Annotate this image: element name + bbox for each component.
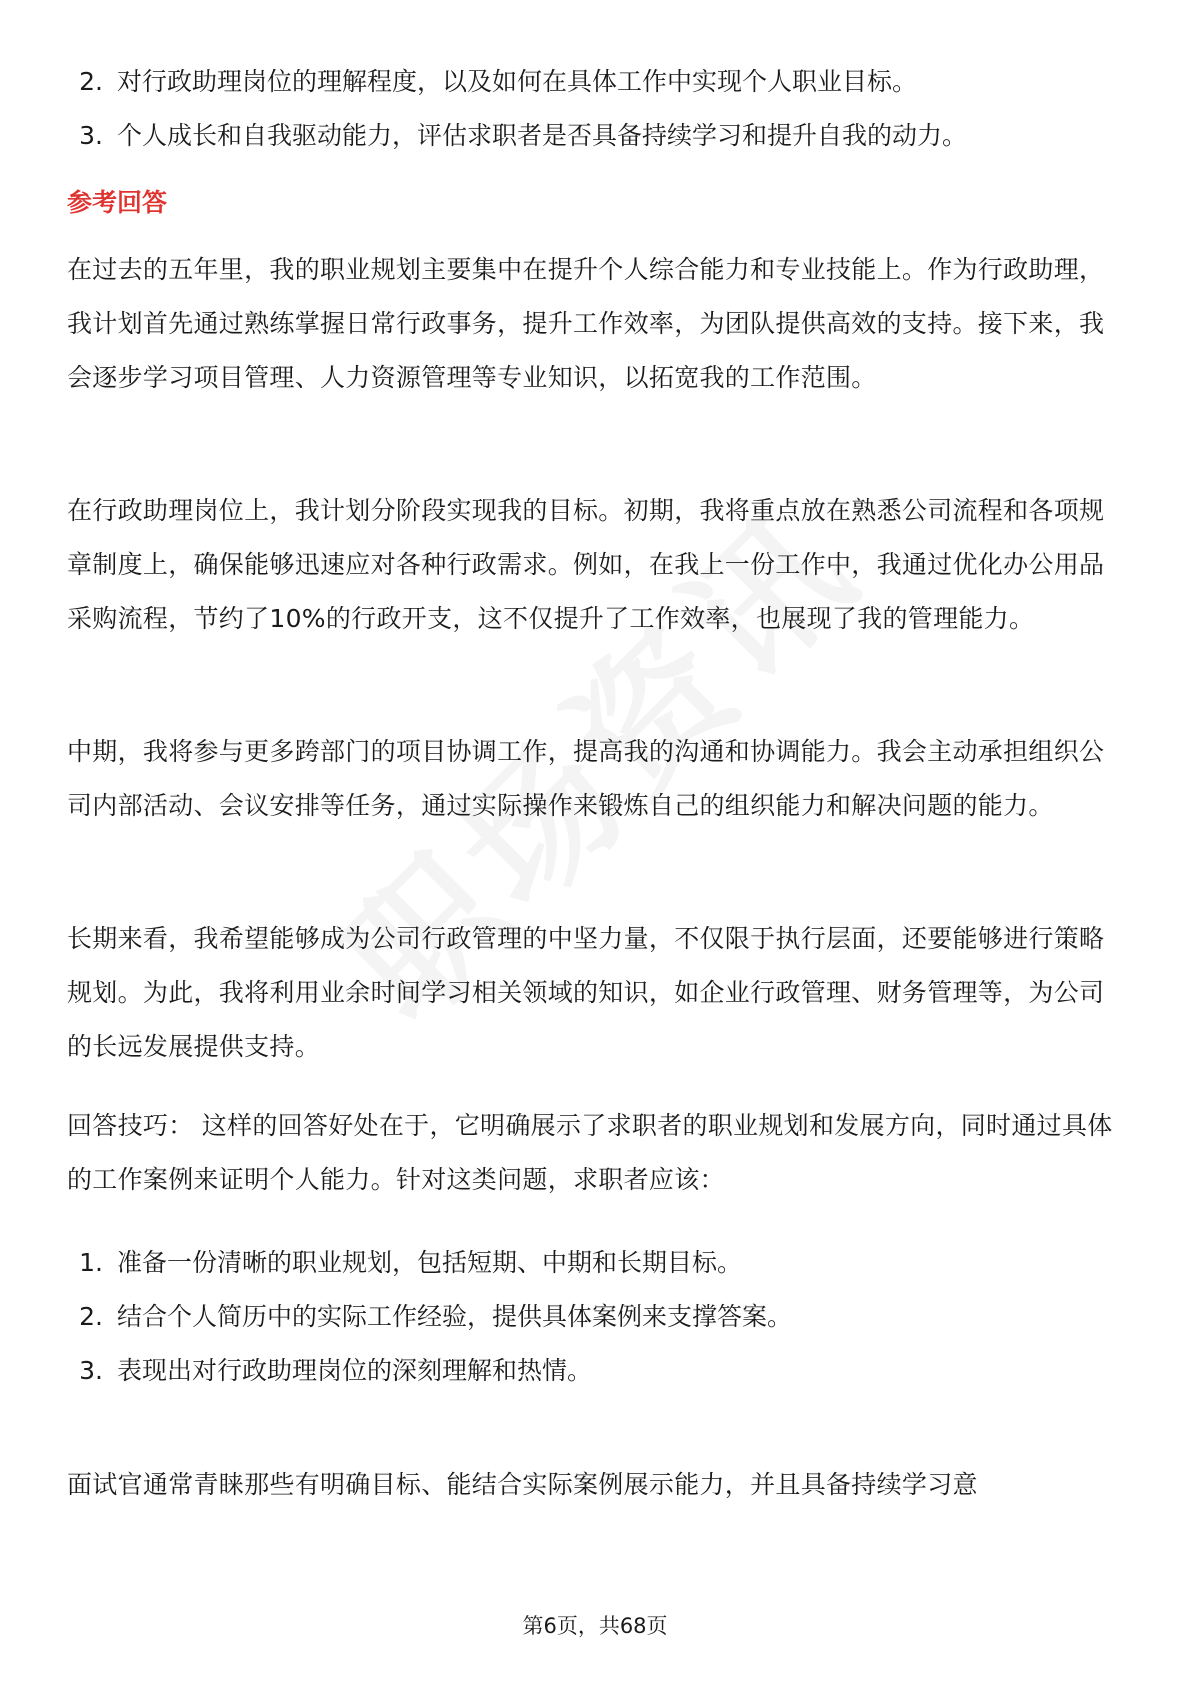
list-item-text: 结合个人简历中的实际工作经验，提供具体案例来支撑答案。 (117, 1302, 793, 1331)
page-footer: 第6页，共68页 (522, 1614, 668, 1638)
list-item-text: 表现出对行政助理岗位的深刻理解和热情。 (117, 1356, 593, 1385)
list-item-number: 3. (79, 1356, 103, 1385)
list-item-number: 1. (79, 1248, 103, 1277)
criteria-list (67, 64, 967, 172)
list-item-number: 3. (79, 121, 103, 150)
list-item (67, 1299, 792, 1335)
answer-paragraph-1: 在过去的五年里，我的职业规划主要集中在提升个人综合能力和专业技能上。作为行政助理，我计划首先通过熟练掌握日常行政事务，提升工作效率，为团队提供高效的支持。接下来，我会逐步学习项目管理、人力资源管理等专业知识，以拓宽我的工作范围。 (67, 255, 1105, 392)
list-item (67, 1353, 792, 1389)
list-item (67, 64, 967, 100)
list-item-text: 准备一份清晰的职业规划，包括短期、中期和长期目标。 (117, 1248, 743, 1277)
tips-list (67, 1245, 792, 1407)
answer-paragraph-3: 中期，我将参与更多跨部门的项目协调工作，提高我的沟通和协调能力。我会主动承担组织公司内部活动、会议安排等任务，通过实际操作来锻炼自己的组织能力和解决问题的能力。 (67, 737, 1105, 820)
tips-paragraph: 回答技巧： 这样的回答好处在于，它明确展示了求职者的职业规划和发展方向，同时通过具体的工作案例来证明个人能力。针对这类问题，求职者应该： (67, 1111, 1113, 1194)
list-item-number: 2. (79, 67, 103, 96)
list-item-text: 对行政助理岗位的理解程度，以及如何在具体工作中实现个人职业目标。 (117, 67, 918, 96)
list-item (67, 1245, 792, 1281)
closing-paragraph: 面试官通常青睐那些有明确目标、能结合实际案例展示能力，并且具备持续学习意 (67, 1470, 978, 1499)
answer-paragraph-2: 在行政助理岗位上，我计划分阶段实现我的目标。初期，我将重点放在熟悉公司流程和各项规章制度上，确保能够迅速应对各种行政需求。例如，在我上一份工作中，我通过优化办公用品采购流程，节约了10%的行政开支，这不仅提升了工作效率，也展现了我的管理能力。 (67, 496, 1105, 633)
list-item-number: 2. (79, 1302, 103, 1331)
list-item-text: 个人成长和自我驱动能力，评估求职者是否具备持续学习和提升自我的动力。 (117, 121, 968, 150)
section-heading: 参考回答 (67, 188, 168, 217)
list-item (67, 118, 967, 154)
answer-paragraph-4: 长期来看，我希望能够成为公司行政管理的中坚力量，不仅限于执行层面，还要能够进行策略规划。为此，我将利用业余时间学习相关领域的知识，如企业行政管理、财务管理等，为公司的长远发展提供支持。 (67, 924, 1105, 1061)
